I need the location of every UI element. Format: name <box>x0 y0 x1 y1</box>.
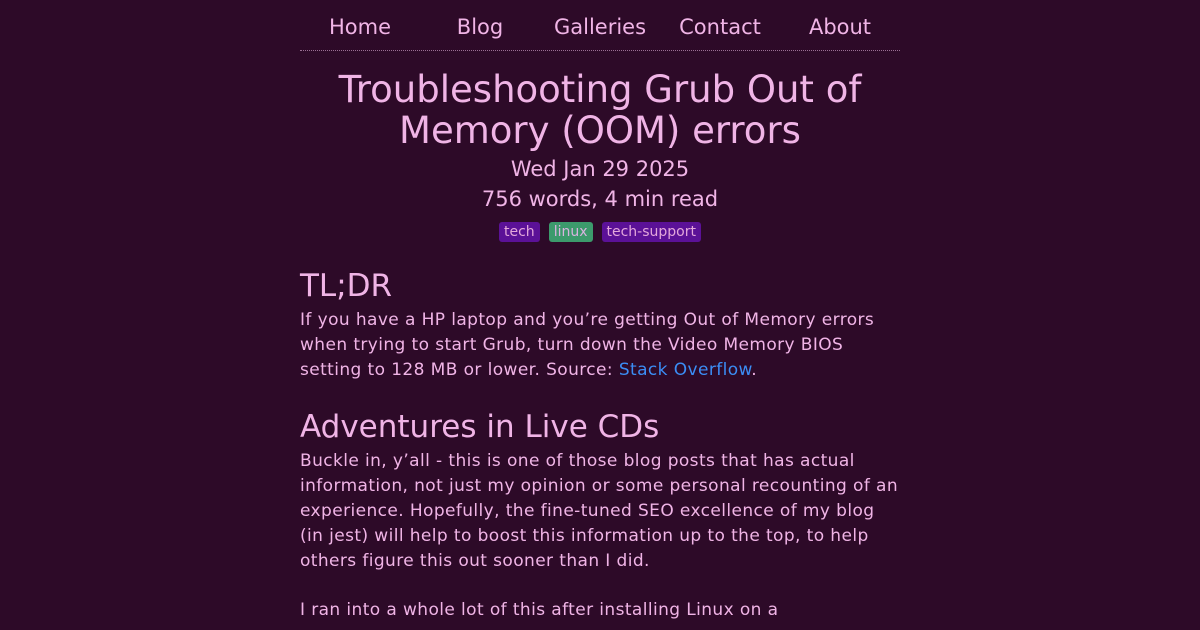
post-title: Troubleshooting Grub Out of Memory (OOM) errors <box>338 68 862 152</box>
tag-list <box>300 222 900 242</box>
adventures-paragraph: Buckle in, y’all - this is one of those blog posts that has actual information, not just my opinion or some personal recounting of an experience. Hopefully, the fine-tuned SEO excellence of my blog (in jest) will help to boost this information up to the top, to help others figure this out sooner than I did. <box>300 451 899 571</box>
nav-about-link[interactable]: About <box>808 15 872 39</box>
cut-off-paragraph: I ran into a whole lot of this after installing Linux on a <box>300 600 779 620</box>
tldr-paragraph <box>300 308 900 383</box>
tag-tech[interactable]: tech <box>499 222 540 242</box>
page-container <box>300 0 900 623</box>
tag-linux[interactable]: linux <box>549 222 593 242</box>
nav-contact-link[interactable]: Contact <box>679 15 761 39</box>
nav-galleries-link[interactable]: Galleries <box>553 15 647 39</box>
nav-blog-link[interactable]: Blog <box>456 15 504 39</box>
top-nav <box>300 0 900 51</box>
stack-overflow-link[interactable]: Stack Overflow <box>618 360 752 380</box>
post-date: Wed Jan 29 2025 <box>510 157 690 181</box>
tag-tech-support[interactable]: tech-support <box>602 222 701 242</box>
tldr-text: If you have a HP laptop and you’re getting Out of Memory errors when trying to start Grub, turn down the Video Memory BIOS setting to 128 MB or lower. Source: <box>300 310 875 380</box>
nav-home-link[interactable]: Home <box>328 15 391 39</box>
adventures-heading: Adventures in Live CDs <box>300 409 660 445</box>
tldr-text-end: . <box>751 360 758 380</box>
post-stats: 756 words, 4 min read <box>481 187 719 211</box>
tldr-heading: TL;DR <box>300 268 393 304</box>
